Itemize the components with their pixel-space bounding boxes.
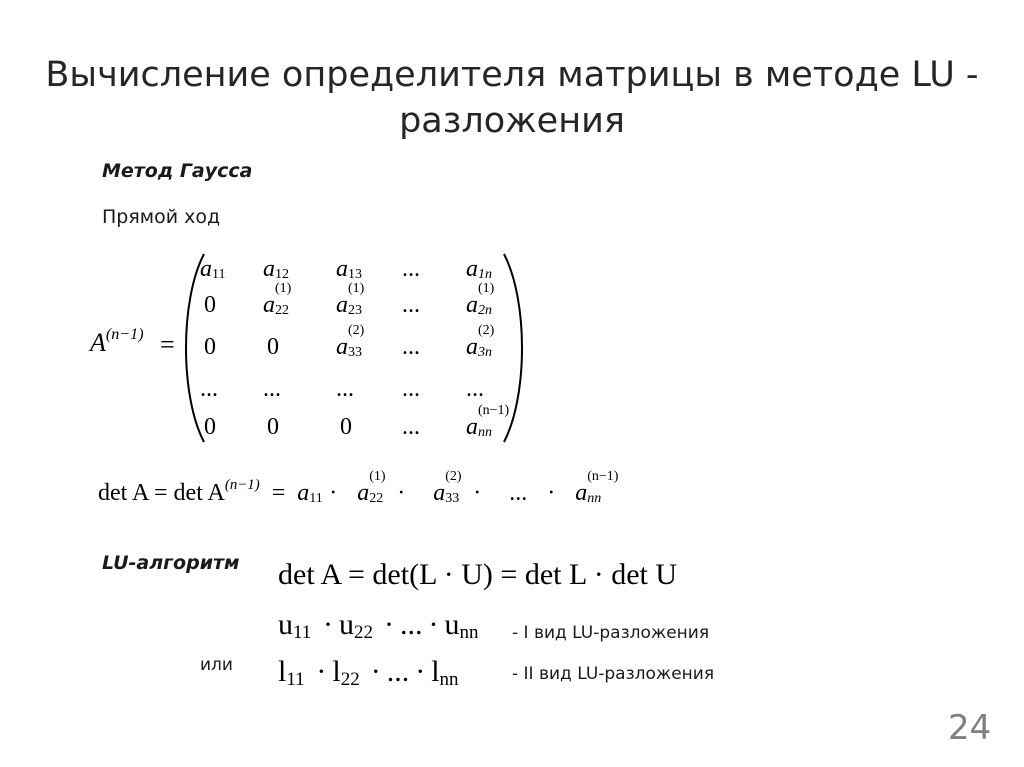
matrix-cell	[402, 292, 420, 319]
matrix-entry-base: 0	[267, 414, 279, 440]
u-product-term-base: u	[444, 608, 460, 641]
matrix-entry	[466, 281, 495, 319]
matrix-cell	[466, 281, 495, 319]
matrix-entry-base: ...	[336, 376, 354, 402]
matrix-cell	[336, 281, 365, 319]
matrix-entry-base: 0	[204, 334, 216, 360]
matrix-lhs-symbol: A	[90, 328, 106, 357]
l-product-note: - II вид LU-разложения	[512, 664, 715, 684]
det-term-superscript: (1)	[369, 469, 386, 484]
multiply-dot: ·	[370, 655, 381, 688]
matrix-cell	[402, 414, 420, 441]
det-term-subscript: 33	[445, 491, 460, 506]
matrix-entry-base: 0	[204, 414, 216, 440]
matrix-entry	[263, 256, 289, 283]
matrix-entry-base: ...	[402, 376, 420, 402]
matrix-cell	[263, 256, 289, 283]
l-product-term	[431, 655, 459, 690]
det-term-base: a	[575, 480, 588, 506]
matrix-entry-base: ...	[402, 334, 420, 360]
matrix-entry-superscript: (2)	[348, 323, 365, 338]
multiply-dot: ·	[541, 480, 562, 506]
matrix-cell	[336, 256, 362, 283]
det-term	[297, 480, 323, 507]
matrix-entry-base: ...	[200, 376, 218, 402]
matrix-entry	[204, 414, 216, 441]
matrix-entry-base: a	[466, 334, 478, 360]
matrix-entry-base: 0	[340, 414, 352, 440]
matrix-entry-base: a	[466, 256, 478, 282]
det-formula-lhs-superscript: (n−1)	[224, 476, 260, 493]
l-diagonal-product	[278, 655, 459, 690]
l-product-term-subscript: 22	[340, 669, 360, 690]
matrix-cell	[267, 414, 279, 441]
matrix-entry	[336, 376, 354, 403]
matrix-lhs	[90, 325, 144, 358]
matrix-entry-base: 0	[267, 334, 279, 360]
matrix-entry	[402, 414, 420, 441]
matrix-cell	[402, 376, 420, 403]
l-product-term	[387, 655, 410, 689]
det-formula	[98, 469, 619, 507]
matrix-entry	[263, 281, 292, 319]
or-label: или	[200, 655, 233, 675]
l-product-term-base: l	[431, 655, 440, 688]
matrix-entry-subscript: 2n	[478, 303, 492, 318]
det-term-base: a	[357, 480, 370, 506]
matrix-entry	[402, 256, 420, 283]
u-product-term	[444, 608, 479, 643]
det-term	[357, 469, 386, 507]
matrix-entry-base: a	[336, 292, 348, 318]
matrix-entry-subscript: 1n	[478, 267, 492, 282]
u-product-term	[278, 608, 312, 643]
matrix-entry	[336, 281, 365, 319]
multiply-dot: ·	[323, 480, 344, 506]
det-formula-lhs: det A = det A	[98, 480, 225, 506]
matrix-entry-subscript: 11	[212, 267, 226, 282]
matrix-entry	[466, 323, 495, 361]
det-term-subscript: nn	[587, 491, 602, 506]
det-term	[433, 469, 462, 507]
l-product-term-base: l	[278, 655, 287, 688]
matrix-entry-base: ...	[402, 414, 420, 440]
matrix-entry-base: a	[466, 292, 478, 318]
l-product-term-base: ...	[386, 655, 410, 688]
matrix-cell	[402, 334, 420, 361]
lu-heading: LU-алгоритм	[102, 552, 240, 574]
matrix-entry-subscript: 3n	[478, 345, 492, 360]
matrix-cell	[263, 281, 292, 319]
u-product-term-subscript: 22	[354, 622, 373, 643]
matrix-entry	[336, 323, 365, 361]
matrix-cell	[200, 376, 218, 403]
matrix-entry-base: a	[466, 414, 478, 440]
lu-det-formula: det A = det(L · U) = det L · det U	[278, 558, 678, 591]
l-product-term-subscript: nn	[439, 669, 459, 690]
matrix-cell	[340, 414, 352, 441]
det-term-superscript: (2)	[445, 469, 462, 484]
matrix-entry-subscript: 23	[348, 303, 362, 318]
matrix-entry	[200, 256, 226, 283]
matrix-cell	[466, 403, 510, 441]
matrix-entry-base: ...	[263, 376, 281, 402]
det-term-base: a	[297, 480, 310, 506]
gauss-heading: Метод Гаусса	[102, 160, 253, 182]
slide-title: Вычисление определителя матрицы в методе LU - разложения	[45, 55, 979, 141]
matrix-entry	[267, 334, 279, 361]
det-term-subscript: 11	[309, 491, 323, 506]
matrix-cell	[466, 376, 484, 403]
det-term	[575, 469, 619, 507]
matrix-cell	[204, 292, 216, 319]
det-formula-equals: =	[265, 480, 292, 506]
det-term-base: a	[433, 480, 446, 506]
multiply-dot: ·	[384, 608, 394, 641]
page-number: 24	[948, 708, 992, 748]
matrix-entry-base: a	[263, 292, 275, 318]
matrix-entry-subscript: nn	[478, 425, 492, 440]
matrix-entry-base: ...	[402, 256, 420, 282]
l-product-term-subscript: 11	[286, 669, 305, 690]
det-term	[509, 480, 527, 507]
matrix-cell	[267, 334, 279, 361]
u-product-term	[400, 608, 423, 642]
matrix-entry-base: a	[336, 334, 348, 360]
u-product-term-subscript: 11	[293, 622, 312, 643]
u-product-term-base: u	[339, 608, 354, 641]
matrix-entry	[204, 292, 216, 319]
matrix-entry-subscript: 33	[348, 345, 362, 360]
matrix-equals: =	[160, 330, 175, 359]
matrix-entry-superscript: (2)	[478, 323, 495, 338]
u-product-note: - I вид LU-разложения	[512, 623, 710, 643]
matrix-entry	[466, 376, 484, 403]
matrix-entry-superscript: (1)	[478, 281, 495, 296]
det-term-base: ...	[509, 480, 528, 506]
u-product-term-base: ...	[400, 608, 423, 641]
u-diagonal-product	[278, 608, 479, 643]
matrix-cell	[263, 376, 281, 403]
matrix-entry	[466, 403, 510, 441]
matrix-cell	[466, 256, 492, 283]
multiply-dot: ·	[467, 480, 488, 506]
matrix-entry	[263, 376, 281, 403]
matrix-entry	[402, 376, 420, 403]
l-product-term	[278, 655, 305, 690]
matrix-entry	[200, 376, 218, 403]
u-product-term-subscript: nn	[459, 622, 479, 643]
matrix-entry-base: a	[263, 256, 275, 282]
l-product-term-base: l	[332, 655, 341, 688]
matrix-entry-superscript: (1)	[275, 281, 292, 296]
multiply-dot: ·	[428, 608, 439, 641]
matrix-cell	[200, 256, 226, 283]
matrix-cell	[204, 414, 216, 441]
multiply-dot: ·	[323, 608, 333, 641]
matrix-cell	[466, 323, 495, 361]
matrix-entry-superscript: (1)	[348, 281, 365, 296]
matrix-entry	[204, 334, 216, 361]
matrix-entry-base: ...	[402, 292, 420, 318]
u-product-term	[339, 608, 373, 643]
matrix-entry	[340, 414, 352, 441]
matrix-entry-subscript: 12	[275, 267, 289, 282]
multiply-dot: ·	[316, 655, 327, 688]
matrix-entry-subscript: 13	[348, 267, 362, 282]
matrix-cell	[204, 334, 216, 361]
matrix-entry	[336, 256, 362, 283]
matrix-entry	[466, 256, 492, 283]
matrix-entry-superscript: (n−1)	[478, 403, 510, 418]
l-product-term	[332, 655, 360, 690]
matrix-cell	[402, 256, 420, 283]
matrix-lhs-superscript: (n−1)	[105, 325, 144, 343]
matrix-cell	[336, 376, 354, 403]
multiply-dot: ·	[415, 655, 426, 688]
matrix-entry-base: 0	[204, 292, 216, 318]
matrix-cell	[336, 323, 365, 361]
matrix-entry-subscript: 22	[275, 303, 289, 318]
multiply-dot: ·	[391, 480, 412, 506]
matrix-entry	[402, 334, 420, 361]
matrix-entry-base: a	[336, 256, 348, 282]
matrix-entry-base: ...	[466, 376, 484, 402]
det-term-subscript: 22	[369, 491, 384, 506]
matrix-entry-base: a	[200, 256, 212, 282]
matrix-entry	[402, 292, 420, 319]
det-term-superscript: (n−1)	[587, 469, 619, 484]
forward-pass-label: Прямой ход	[102, 206, 221, 228]
u-product-term-base: u	[278, 608, 293, 641]
matrix-entry	[267, 414, 279, 441]
